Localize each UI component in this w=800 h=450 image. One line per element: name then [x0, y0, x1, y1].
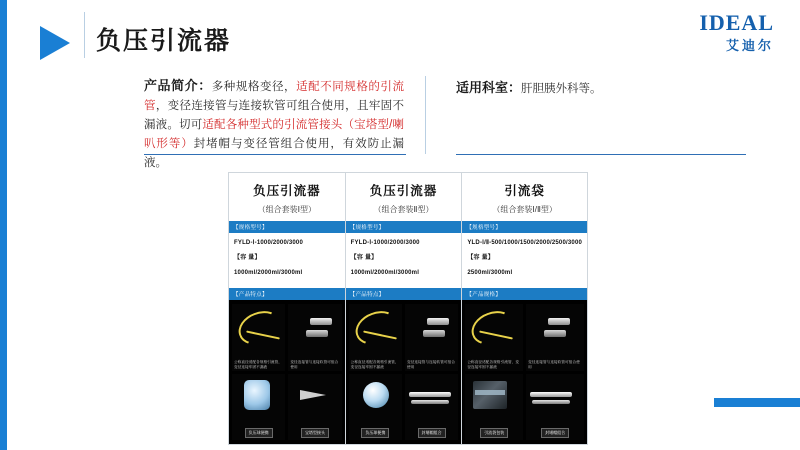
department-label: 适用科室： — [456, 80, 522, 95]
spec-model: FYLD-Ⅰ-1000/2000/3000 — [350, 240, 420, 246]
photo-caption: 变径连接管与连接软管可组合使用 — [290, 359, 339, 369]
photo-caption: 变径连接管与连接软管可组合使用 — [528, 359, 580, 369]
photo-caption: 变径连接管与连接软管可组合使用 — [407, 359, 456, 369]
photo-caption: 封堵帽组合 — [541, 428, 569, 438]
product-column-3-photo-band: 【产品规格】 — [462, 288, 587, 300]
logo-wordmark: IDEAL — [699, 10, 774, 35]
product-column-1-header — [229, 173, 345, 221]
spec-capacity-value: 1000ml/2000ml/3000ml — [350, 270, 420, 276]
page-header — [0, 0, 800, 66]
product-column-1-spec-band: 【规格型号】 — [229, 221, 345, 233]
product-column-2-photos — [346, 300, 462, 444]
product-column-1 — [229, 173, 346, 444]
product-column-2-subtitle: （组合套装Ⅱ型） — [373, 205, 434, 214]
department-info — [456, 78, 602, 99]
product-column-2-title: 负压引流器 — [369, 184, 438, 198]
page-right-accent-bar — [714, 398, 800, 407]
spec-capacity-label: 【容 量】 — [467, 255, 495, 261]
product-intro-highlight1: 适配不同规格的引流管 — [144, 81, 404, 112]
photo-caption: 引流袋包装 — [480, 428, 508, 438]
product-intro — [144, 76, 404, 173]
spec-capacity-value: 1000ml/2000ml/3000ml — [234, 270, 303, 276]
logo-subtext: 艾迪尔 — [725, 38, 774, 53]
photo-syringe — [405, 374, 458, 441]
product-column-3-title: 引流袋 — [504, 184, 545, 198]
spec-model: YLD-Ⅰ/Ⅱ-500/1000/1500/2000/2500/3000 — [467, 240, 583, 246]
photo-connector — [405, 304, 458, 371]
product-column-1-specs — [229, 233, 345, 288]
department-underline — [456, 154, 746, 155]
content-vertical-divider — [425, 76, 426, 154]
page-left-accent-bar — [0, 0, 7, 450]
product-column-2-specs — [346, 233, 462, 288]
product-column-2-spec-band: 【规格型号】 — [346, 221, 462, 233]
product-column-2-header — [346, 173, 462, 221]
product-column-2-photo-band: 【产品特点】 — [346, 288, 462, 300]
product-column-3 — [462, 173, 587, 444]
page-title: 负压引流器 — [96, 27, 232, 55]
product-column-3-subtitle: （组合套装Ⅰ/Ⅱ型） — [492, 205, 557, 214]
product-intro-underline — [144, 154, 406, 155]
spec-capacity-value: 2500ml/3000ml — [467, 270, 513, 276]
product-column-3-spec-band: 【规格型号】 — [462, 221, 587, 233]
photo-pack — [465, 374, 523, 441]
spec-capacity-label: 【容 量】 — [234, 255, 261, 261]
photo-caption: 宝塔型接头 — [301, 428, 329, 438]
photo-connector — [526, 304, 584, 371]
photo-caption: 封堵帽组合 — [418, 428, 446, 438]
photo-syringe — [526, 374, 584, 441]
product-column-1-title: 负压引流器 — [253, 184, 321, 198]
photo-tube-yellow — [232, 304, 285, 371]
product-intro-highlight2: 适配各种型式的引流管接头（宝塔型/喇叭形等） — [144, 119, 405, 150]
product-column-2 — [346, 173, 463, 444]
product-intro-part2: ，变径连接管与连接软管可组合使用，且牢固不漏液。切可 — [144, 100, 405, 131]
header-divider — [84, 12, 85, 58]
product-column-3-photos — [462, 300, 587, 444]
product-intro-part3: 封堵帽与变径管组合使用，有效防止漏液。 — [144, 138, 405, 169]
product-intro-part1: 多种规格变径， — [211, 81, 297, 93]
spec-capacity-label: 【容 量】 — [350, 255, 378, 261]
photo-cone — [288, 374, 341, 441]
spec-model: FYLD-Ⅰ-1000/2000/3000 — [234, 240, 304, 246]
brand-logo — [699, 12, 774, 52]
photo-connector — [288, 304, 341, 371]
product-table — [228, 172, 588, 445]
product-column-1-photos — [229, 300, 345, 444]
photo-tube-yellow — [465, 304, 523, 371]
photo-bag-round — [349, 374, 402, 441]
photo-caption: 公称直径适配各规格引流管，变径连接牢固不漏液 — [234, 359, 283, 369]
product-column-3-specs — [462, 233, 587, 288]
photo-caption: 公称直径适配各规格引流管，变径连接牢固不漏液 — [467, 359, 520, 369]
product-column-1-photo-band: 【产品特点】 — [229, 288, 345, 300]
photo-bag-blue — [232, 374, 285, 441]
photo-caption: 公称直径适配各规格引流管，变径连接牢固不漏液 — [350, 359, 399, 369]
play-triangle-icon — [40, 26, 70, 60]
photo-tube-yellow — [349, 304, 402, 371]
product-intro-label: 产品简介： — [144, 78, 212, 93]
product-column-1-subtitle: （组合套装Ⅰ型） — [257, 205, 317, 214]
product-column-3-header — [462, 173, 587, 221]
department-value: 肝胆胰外科等。 — [521, 83, 602, 95]
photo-caption: 负压球便携 — [245, 428, 273, 438]
photo-caption: 负压球便携 — [361, 428, 389, 438]
